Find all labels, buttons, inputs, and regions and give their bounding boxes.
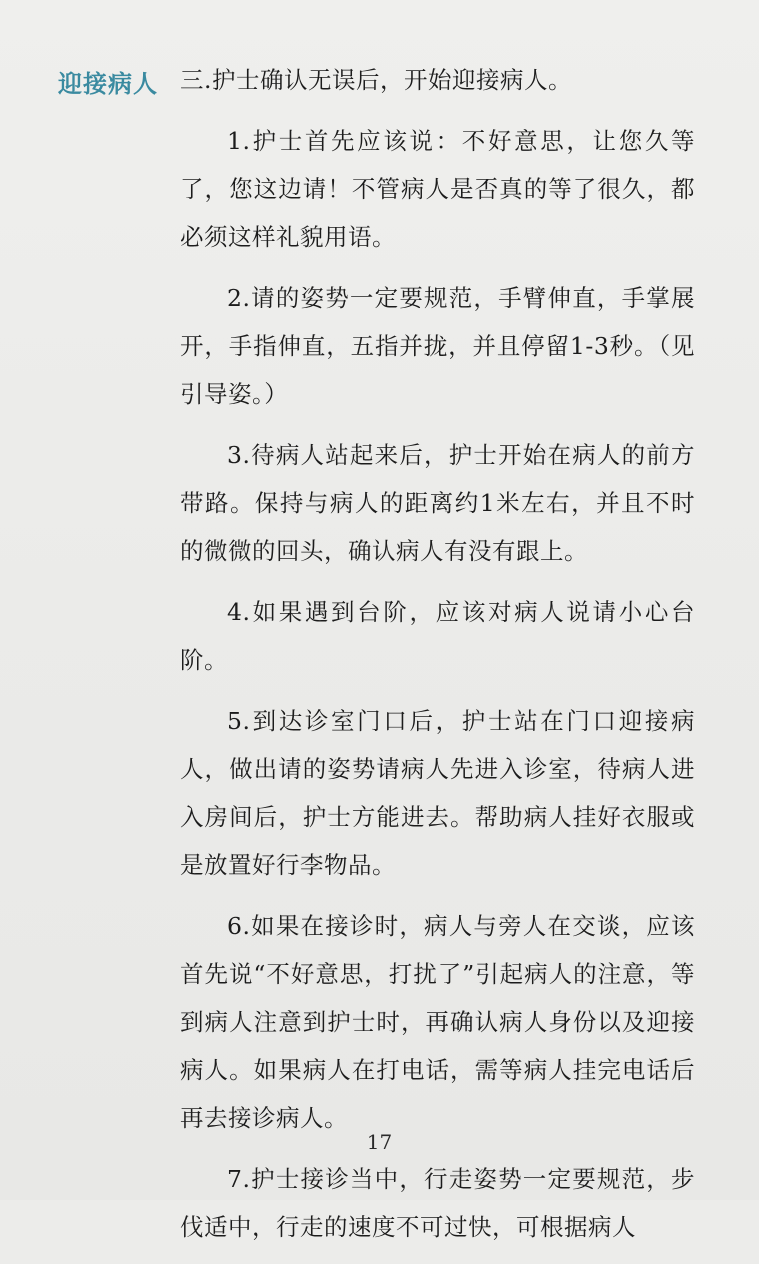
page-number: 17 <box>366 1130 393 1154</box>
paragraph-step-3: 3.待病人站起来后，护士开始在病人的前方带路。保持与病人的距离约1米左右，并且不时的微微的回头，确认病人有没有跟上。 <box>180 441 695 565</box>
paragraph-step-4: 4.如果遇到台阶，应该对病人说请小心台阶。 <box>180 598 695 674</box>
paragraph-step-2: 2.请的姿势一定要规范，手臂伸直，手掌展开，手指伸直，五指并拢，并且停留1-3秒。（见引导姿。） <box>180 284 695 408</box>
paragraph-intro: 三.护士确认无误后，开始迎接病人。 <box>180 66 572 94</box>
paragraph-step-1: 1.护士首先应该说：不好意思，让您久等了，您这边请！不管病人是否真的等了很久，都必须这样礼貌用语。 <box>180 127 695 251</box>
section-heading: 迎接病人 <box>58 70 158 98</box>
paragraph-step-5: 5.到达诊室门口后，护士站在门口迎接病人，做出请的姿势请病人先进入诊室，待病人进入房间后，护士方能进去。帮助病人挂好衣服或是放置好行李物品。 <box>180 707 695 879</box>
paragraph-step-6: 6.如果在接诊时，病人与旁人在交谈，应该首先说“不好意思，打扰了”引起病人的注意，等到病人注意到护士时，再确认病人身份以及迎接病人。如果病人在打电话，需等病人挂完电话后再去接诊病人。 <box>180 912 695 1132</box>
paragraph-step-7: 7.护士接诊当中，行走姿势一定要规范，步伐适中，行走的速度不可过快，可根据病人 <box>180 1165 695 1241</box>
body-text <box>180 56 695 1264</box>
